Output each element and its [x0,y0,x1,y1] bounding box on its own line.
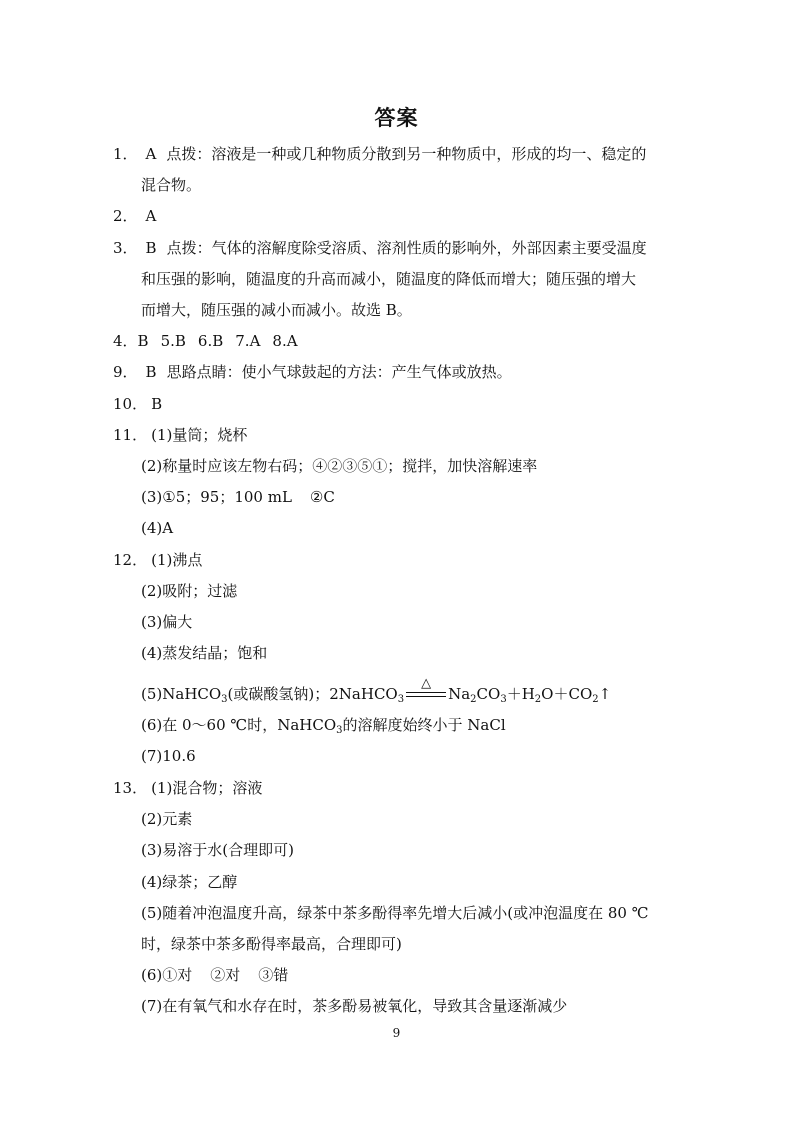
q1-number: 1． [113,145,138,163]
q12-part1: (1)沸点 [151,551,203,569]
q12-part6 [141,715,506,735]
eq-subscript: 3 [221,694,228,705]
eq-text: CO [476,685,501,703]
page-number: 9 [392,1026,401,1040]
q1-line1 [113,144,646,164]
heat-condition-symbol: △ [421,676,432,691]
q13-number: 13． [113,779,148,797]
q13-part6b: ②对 [210,966,241,984]
eq-subscript: 2 [534,694,542,705]
q8-answer: 8.A [272,332,298,350]
q13-part1: (1)混合物；溶液 [151,779,263,797]
q12-number: 12． [113,551,148,569]
q3-explanation-line1: 点拨：气体的溶解度除受溶质、溶剂性质的影响外，外部因素主要受温度 [166,239,647,257]
eq-subscript: 3 [397,694,405,705]
heating-equals-sign [404,676,448,704]
q11-number: 11． [113,426,148,444]
eq-text: ＋H [506,685,535,703]
q12-part6-text: (6)在 0～60 ℃时，NaHCO [141,716,337,734]
eq-text: (或碳酸氢钠)；2NaHCO [227,685,398,703]
q6-answer: 6.B [197,332,224,350]
q4-answer: 4．B [113,332,149,350]
q13-part5-line2: 时，绿茶中茶多酚得率最高，合理即可) [141,935,402,953]
q10-number: 10． [113,395,148,413]
q11-line1 [113,425,247,445]
q1-answer: A [145,145,157,163]
q7-answer: 7.A [235,332,261,350]
eq-subscript: 2 [592,694,599,705]
q13-line1 [113,778,262,798]
q13-part3: (3)易溶于水(合理即可) [141,841,294,859]
eq-text: (5)NaHCO [141,685,222,703]
q13-part4: (4)绿茶；乙醇 [141,873,238,891]
eq-text: O＋CO [541,685,593,703]
q9-answer: B [145,363,157,381]
q9-line [113,362,512,382]
q5-answer: 5.B [160,332,186,350]
q4-8-line [113,331,298,351]
q10-line [113,394,162,414]
q12-part5-equation [141,676,612,705]
q13-part5-line1: (5)随着冲泡温度升高，绿茶中茶多酚得率先增大后减小(或冲泡温度在 80 ℃ [141,904,649,922]
q1-explanation-line1: 点拨：溶液是一种或几种物质分散到另一种物质中，形成的均一、稳定的 [166,145,647,163]
q13-part6c: ③错 [258,966,289,984]
q3-explanation-line3: 而增大，随压强的减小而减小。故选 B。 [141,301,412,319]
q2-answer: A [145,207,157,225]
q12-part2: (2)吸附；过滤 [141,582,238,600]
q12-line1 [113,550,202,570]
q3-line1 [113,238,647,258]
q11-part1: (1)量筒；烧杯 [151,426,248,444]
q13-part2: (2)元素 [141,810,193,828]
eq-subscript: 3 [336,725,343,736]
q3-number: 3． [113,239,138,257]
eq-subscript: 2 [470,694,477,705]
q11-part3a: (3)①5；95；100 mL [141,488,292,506]
eq-text: Na [448,685,471,703]
q13-part6a: (6)①对 [141,966,193,984]
q9-number: 9． [113,363,138,381]
q1-explanation-line2: 混合物。 [141,176,202,194]
eq-subscript: 3 [500,694,507,705]
q10-answer: B [151,395,163,413]
q11-part2: (2)称量时应该左物右码；④②③⑤①；搅拌，加快溶解速率 [141,457,538,475]
q13-part7: (7)在有氧气和水存在时，茶多酚易被氧化，导致其含量逐渐减少 [141,997,568,1015]
q2-line [113,206,156,226]
q12-part6-text: 的溶解度始终小于 NaCl [342,716,506,734]
q3-explanation-line2: 和压强的影响，随温度的升高而减小，随温度的降低而增大；随压强的增大 [141,270,637,288]
q11-part4: (4)A [141,519,174,537]
q12-part4: (4)蒸发结晶；饱和 [141,644,268,662]
gas-arrow: ↑ [598,685,612,703]
equals-bars [406,692,446,697]
q12-part7: (7)10.6 [141,747,196,765]
q13-part6 [141,965,288,985]
q11-part3b: ②C [309,488,335,506]
q9-explanation: 思路点睛：使小气球鼓起的方法：产生气体或放热。 [166,363,512,381]
q12-part3: (3)偏大 [141,613,193,631]
q2-number: 2． [113,207,138,225]
q11-part3 [141,487,335,507]
page-title: 答案 [374,106,419,130]
q3-answer: B [145,239,157,257]
